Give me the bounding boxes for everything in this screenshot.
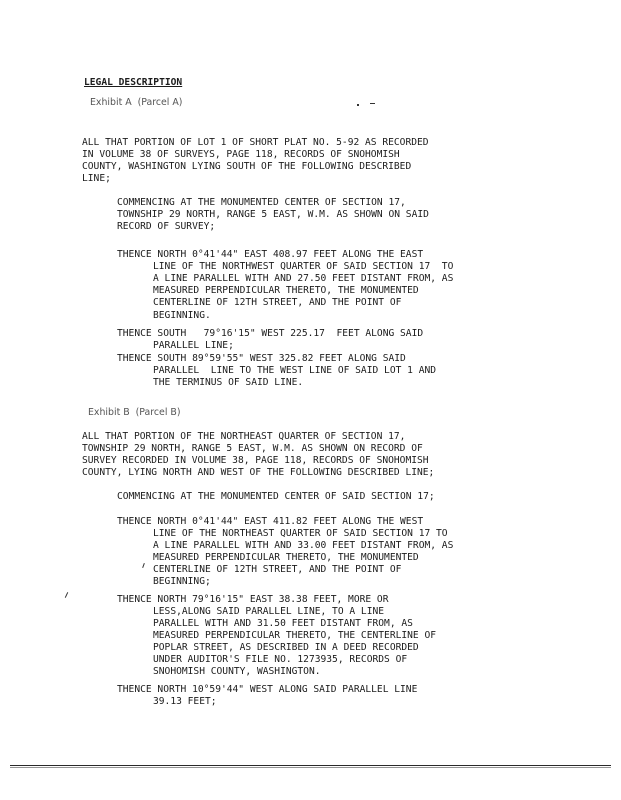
parcel-a-call3-line: THENCE SOUTH 89°59'55" WEST 325.82 FEET ALONG SAID: [117, 353, 406, 364]
parcel-b-intro-line: TOWNSHIP 29 NORTH, RANGE 5 EAST, W.M. AS SHOWN ON RECORD OF: [82, 443, 423, 454]
bottom-scan-line: [10, 767, 611, 768]
parcel-a-call1-line: THENCE NORTH 0°41'44" EAST 408.97 FEET ALONG THE EAST: [117, 249, 424, 260]
parcel-b-intro-line: COUNTY, LYING NORTH AND WEST OF THE FOLLOWING DESCRIBED LINE;: [82, 467, 435, 478]
parcel-b-intro-line: SURVEY RECORDED IN VOLUME 38, PAGE 118, RECORDS OF SNOHOMISH: [82, 455, 429, 466]
parcel-a-commencing-line: TOWNSHIP 29 NORTH, RANGE 5 EAST, W.M. AS SHOWN ON SAID: [117, 209, 429, 220]
parcel-a-intro-line: COUNTY, WASHINGTON LYING SOUTH OF THE FOLLOWING DESCRIBED: [82, 161, 412, 172]
parcel-b-intro-line: ALL THAT PORTION OF THE NORTHEAST QUARTER OF SECTION 17,: [82, 431, 406, 442]
parcel-b-call1-line: LINE OF THE NORTHEAST QUARTER OF SAID SECTION 17 TO: [153, 528, 448, 539]
parcel-b-call2-line: LESS,ALONG SAID PARALLEL LINE, TO A LINE: [153, 606, 385, 617]
parcel-a-commencing-line: COMMENCING AT THE MONUMENTED CENTER OF SECTION 17,: [117, 197, 406, 208]
parcel-b-call2-line: THENCE NORTH 79°16'15" EAST 38.38 FEET, MORE OR: [117, 594, 389, 605]
parcel-a-intro-line: LINE;: [82, 173, 111, 184]
parcel-b-call1-line: MEASURED PERPENDICULAR THERETO, THE MONUMENTED: [153, 552, 419, 563]
parcel-a-call3-line: PARALLEL LINE TO THE WEST LINE OF SAID LOT 1 AND: [153, 365, 437, 376]
parcel-b-call1-line: CENTERLINE OF 12TH STREET, AND THE POINT OF: [153, 564, 402, 575]
bottom-scan-line: [10, 765, 611, 766]
parcel-a-intro-line: ALL THAT PORTION OF LOT 1 OF SHORT PLAT NO. 5-92 AS RECORDED: [82, 137, 429, 148]
parcel-a-call2-line: THENCE SOUTH 79°16'15" WEST 225.17 FEET ALONG SAID: [117, 328, 424, 339]
parcel-b-call3-line: 39.13 FEET;: [153, 696, 217, 707]
parcel-a-call1-line: MEASURED PERPENDICULAR THERETO, THE MONUMENTED: [153, 285, 419, 296]
parcel-a-call1-line: CENTERLINE OF 12TH STREET, AND THE POINT OF: [153, 297, 402, 308]
parcel-b-call2-line: PARALLEL WITH AND 31.50 FEET DISTANT FROM, AS: [153, 618, 413, 629]
scan-speck: [65, 592, 68, 598]
parcel-b-call1-line: A LINE PARALLEL WITH AND 33.00 FEET DISTANT FROM, AS: [153, 540, 454, 551]
exhibit-b-label: Exhibit B (Parcel B): [88, 407, 181, 418]
parcel-a-call3-line: THE TERMINUS OF SAID LINE.: [153, 377, 304, 388]
scan-speck: [357, 104, 359, 106]
parcel-a-call1-line: LINE OF THE NORTHWEST QUARTER OF SAID SECTION 17 TO: [153, 261, 454, 272]
parcel-b-call2-line: SNOHOMISH COUNTY, WASHINGTON.: [153, 666, 321, 677]
parcel-b-call3-line: THENCE NORTH 10°59'44" WEST ALONG SAID PARALLEL LINE: [117, 684, 418, 695]
parcel-b-call1-line: BEGINNING;: [153, 576, 211, 587]
scan-speck: [370, 103, 375, 104]
heading: LEGAL DESCRIPTION: [84, 77, 183, 88]
parcel-a-intro-line: IN VOLUME 38 OF SURVEYS, PAGE 118, RECORDS OF SNOHOMISH: [82, 149, 400, 160]
parcel-a-call1-line: BEGINNING.: [153, 310, 211, 321]
parcel-a-call1-line: A LINE PARALLEL WITH AND 27.50 FEET DISTANT FROM, AS: [153, 273, 454, 284]
parcel-a-call2-line: PARALLEL LINE;: [153, 340, 234, 351]
parcel-b-call2-line: MEASURED PERPENDICULAR THERETO, THE CENTERLINE OF: [153, 630, 437, 641]
parcel-b-call2-line: POPLAR STREET, AS DESCRIBED IN A DEED RECORDED: [153, 642, 419, 653]
parcel-a-commencing-line: RECORD OF SURVEY;: [117, 221, 216, 232]
exhibit-a-label: Exhibit A (Parcel A): [90, 97, 183, 108]
parcel-b-commencing-line: COMMENCING AT THE MONUMENTED CENTER OF SAID SECTION 17;: [117, 491, 435, 502]
parcel-b-call2-line: UNDER AUDITOR'S FILE NO. 1273935, RECORDS OF: [153, 654, 408, 665]
scan-speck: [142, 563, 145, 568]
parcel-b-call1-line: THENCE NORTH 0°41'44" EAST 411.82 FEET ALONG THE WEST: [117, 516, 424, 527]
